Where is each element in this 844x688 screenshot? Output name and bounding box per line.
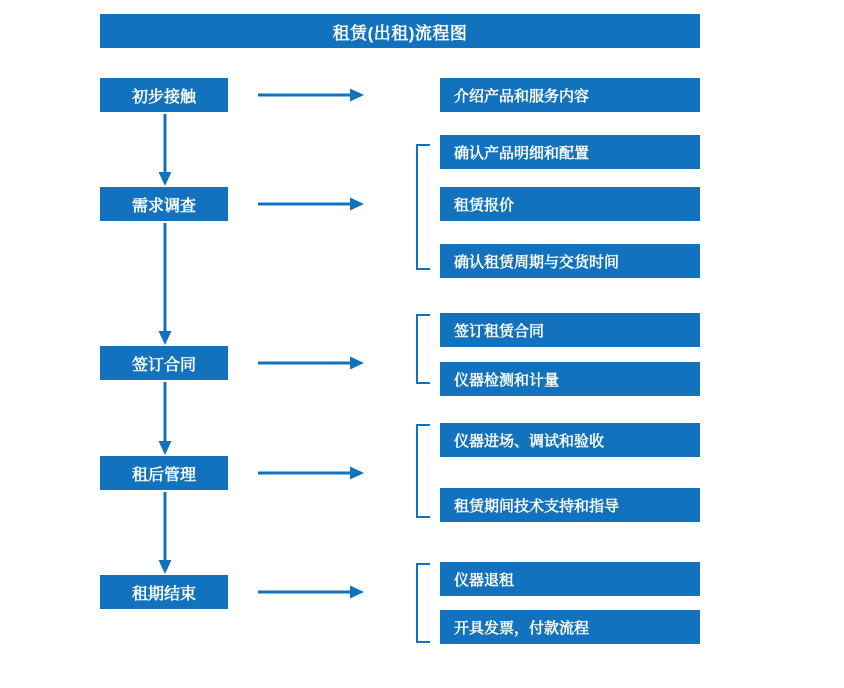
arrow-right-icon-3 [258,356,364,368]
arrow-right-icon-1 [258,88,364,100]
stage-box-1[interactable]: 初步接触 [100,78,228,112]
group-bracket-2 [416,144,430,270]
group-bracket-5 [416,563,430,643]
arrow-right-icon-2 [258,197,364,209]
task-box-8[interactable]: 租赁期间技术支持和指导 [440,488,700,522]
task-box-6[interactable]: 仪器检测和计量 [440,362,700,396]
arrow-right-icon-4 [258,466,364,478]
arrow-right-icon-5 [258,585,364,597]
stage-box-4[interactable]: 租后管理 [100,456,228,490]
stage-box-3[interactable]: 签订合同 [100,346,228,380]
task-box-1[interactable]: 介绍产品和服务内容 [440,78,700,112]
group-bracket-3 [416,314,430,384]
task-box-10[interactable]: 开具发票，付款流程 [440,610,700,644]
stage-box-2[interactable]: 需求调查 [100,187,228,221]
task-box-3[interactable]: 租赁报价 [440,187,700,221]
group-bracket-4 [416,424,430,518]
arrow-down-icon-4 [158,492,170,574]
page-title: 租赁(出租)流程图 [100,14,700,48]
task-box-7[interactable]: 仪器进场、调试和验收 [440,423,700,457]
task-box-4[interactable]: 确认租赁周期与交货时间 [440,244,700,278]
task-box-9[interactable]: 仪器退租 [440,562,700,596]
task-box-2[interactable]: 确认产品明细和配置 [440,135,700,169]
arrow-down-icon-2 [158,223,170,345]
arrow-down-icon-1 [158,114,170,186]
stage-box-5[interactable]: 租期结束 [100,575,228,609]
arrow-down-icon-3 [158,382,170,455]
task-box-5[interactable]: 签订租赁合同 [440,313,700,347]
